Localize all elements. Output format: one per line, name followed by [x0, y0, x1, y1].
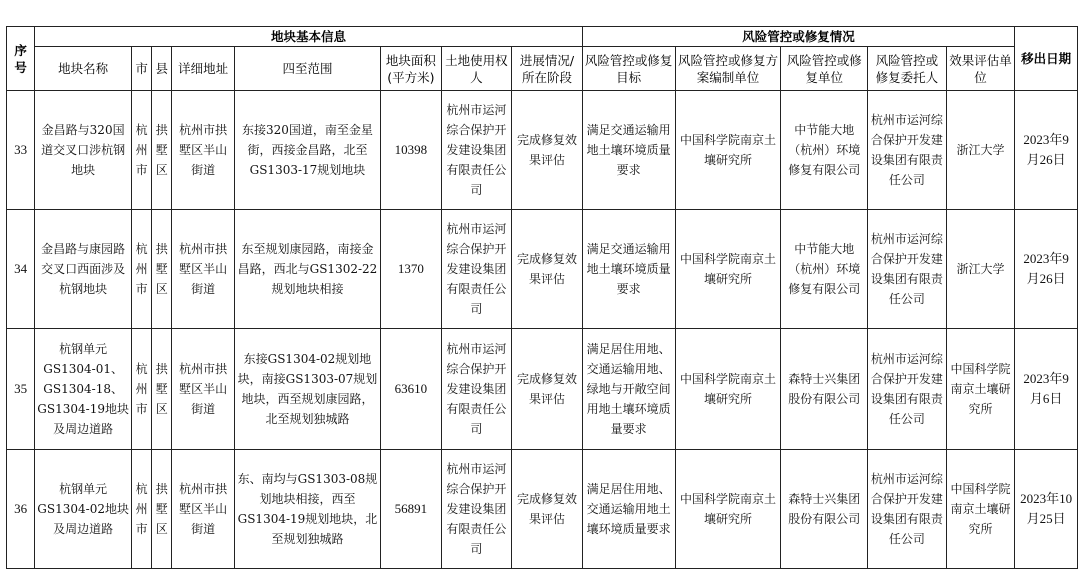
removal-date: 2023年9月26日 — [1015, 210, 1078, 329]
row-index: 36 — [7, 450, 35, 569]
county-header: 县 — [152, 47, 172, 91]
table-row — [7, 450, 1078, 569]
city: 杭州市 — [132, 329, 152, 450]
removal-date-header: 移出日期 — [1015, 27, 1078, 91]
removal-date: 2023年9月6日 — [1015, 329, 1078, 450]
evaluation-unit: 中国科学院南京土壤研究所 — [946, 450, 1015, 569]
county: 拱墅区 — [152, 329, 172, 450]
county: 拱墅区 — [152, 210, 172, 329]
client: 杭州市运河综合保护开发建设集团有限责任公司 — [868, 450, 947, 569]
header-row — [7, 47, 1078, 91]
plan-unit: 中国科学院南京土壤研究所 — [675, 450, 781, 569]
table-row — [7, 210, 1078, 329]
remed-unit-header: 风险管控或修复单位 — [781, 47, 868, 91]
plot-name: 金昌路与康园路交叉口西面涉及杭钢地块 — [35, 210, 132, 329]
target: 满足居住用地、交通运输用地土壤环境质量要求 — [582, 450, 675, 569]
target: 满足居住用地、交通运输用地、绿地与开敞空间用地土壤环境质量要求 — [582, 329, 675, 450]
land-holder: 杭州市运河综合保护开发建设集团有限责任公司 — [441, 450, 512, 569]
boundary: 东接320国道，南至金星街，西接金昌路，北至GS1303-17规划地块 — [234, 91, 380, 210]
client: 杭州市运河综合保护开发建设集团有限责任公司 — [868, 91, 947, 210]
eval-unit-header: 效果评估单位 — [946, 47, 1015, 91]
contaminated-land-table — [6, 26, 1078, 569]
header-group-row — [7, 27, 1078, 47]
target: 满足交通运输用地土壤环境质量要求 — [582, 210, 675, 329]
target-header: 风险管控或修复目标 — [582, 47, 675, 91]
removal-date: 2023年9月26日 — [1015, 91, 1078, 210]
progress: 完成修复效果评估 — [512, 91, 583, 210]
evaluation-unit: 浙江大学 — [946, 210, 1015, 329]
plot-name: 杭钢单元GS1304-02地块及周边道路 — [35, 450, 132, 569]
address: 杭州市拱墅区半山街道 — [172, 210, 235, 329]
basic-info-header: 地块基本信息 — [35, 27, 583, 47]
city-header: 市 — [132, 47, 152, 91]
target: 满足交通运输用地土壤环境质量要求 — [582, 91, 675, 210]
progress-header: 进展情况/所在阶段 — [512, 47, 583, 91]
client-header: 风险管控或修复委托人 — [868, 47, 947, 91]
plan-unit: 中国科学院南京土壤研究所 — [675, 91, 781, 210]
county: 拱墅区 — [152, 91, 172, 210]
progress: 完成修复效果评估 — [512, 450, 583, 569]
client: 杭州市运河综合保护开发建设集团有限责任公司 — [868, 210, 947, 329]
plan-unit: 中国科学院南京土壤研究所 — [675, 329, 781, 450]
area-header: 地块面积(平方米) — [381, 47, 442, 91]
client: 杭州市运河综合保护开发建设集团有限责任公司 — [868, 329, 947, 450]
area: 1370 — [381, 210, 442, 329]
boundary: 东接GS1304-02规划地块，南接GS1303-07规划地块，西至规划康园路，北至规划独城路 — [234, 329, 380, 450]
city: 杭州市 — [132, 450, 152, 569]
risk-control-header: 风险管控或修复情况 — [582, 27, 1015, 47]
city: 杭州市 — [132, 210, 152, 329]
land-holder: 杭州市运河综合保护开发建设集团有限责任公司 — [441, 329, 512, 450]
table-row — [7, 329, 1078, 450]
remediation-unit: 中节能大地（杭州）环境修复有限公司 — [781, 91, 868, 210]
progress: 完成修复效果评估 — [512, 210, 583, 329]
plot-name: 杭钢单元GS1304-01、GS1304-18、GS1304-19地块及周边道路 — [35, 329, 132, 450]
address: 杭州市拱墅区半山街道 — [172, 329, 235, 450]
plan-unit: 中国科学院南京土壤研究所 — [675, 210, 781, 329]
removal-date: 2023年10月25日 — [1015, 450, 1078, 569]
address-header: 详细地址 — [172, 47, 235, 91]
remediation-unit: 森特士兴集团股份有限公司 — [781, 450, 868, 569]
index-header: 序号 — [7, 27, 35, 91]
plot-name: 金昌路与320国道交叉口涉杭钢地块 — [35, 91, 132, 210]
holder-header: 土地使用权人 — [441, 47, 512, 91]
row-index: 34 — [7, 210, 35, 329]
area: 56891 — [381, 450, 442, 569]
address: 杭州市拱墅区半山街道 — [172, 91, 235, 210]
land-holder: 杭州市运河综合保护开发建设集团有限责任公司 — [441, 91, 512, 210]
county: 拱墅区 — [152, 450, 172, 569]
progress: 完成修复效果评估 — [512, 329, 583, 450]
area: 10398 — [381, 91, 442, 210]
evaluation-unit: 中国科学院南京土壤研究所 — [946, 329, 1015, 450]
name-header: 地块名称 — [35, 47, 132, 91]
boundary-header: 四至范围 — [234, 47, 380, 91]
remediation-unit: 森特士兴集团股份有限公司 — [781, 329, 868, 450]
plan-unit-header: 风险管控或修复方案编制单位 — [675, 47, 781, 91]
address: 杭州市拱墅区半山街道 — [172, 450, 235, 569]
boundary: 东、南均与GS1303-08规划地块相接，西至GS1304-19规划地块，北至规划独城路 — [234, 450, 380, 569]
table-row — [7, 91, 1078, 210]
remediation-unit: 中节能大地（杭州）环境修复有限公司 — [781, 210, 868, 329]
row-index: 33 — [7, 91, 35, 210]
land-holder: 杭州市运河综合保护开发建设集团有限责任公司 — [441, 210, 512, 329]
row-index: 35 — [7, 329, 35, 450]
evaluation-unit: 浙江大学 — [946, 91, 1015, 210]
city: 杭州市 — [132, 91, 152, 210]
boundary: 东至规划康园路，南接金昌路，西北与GS1302-22规划地块相接 — [234, 210, 380, 329]
area: 63610 — [381, 329, 442, 450]
